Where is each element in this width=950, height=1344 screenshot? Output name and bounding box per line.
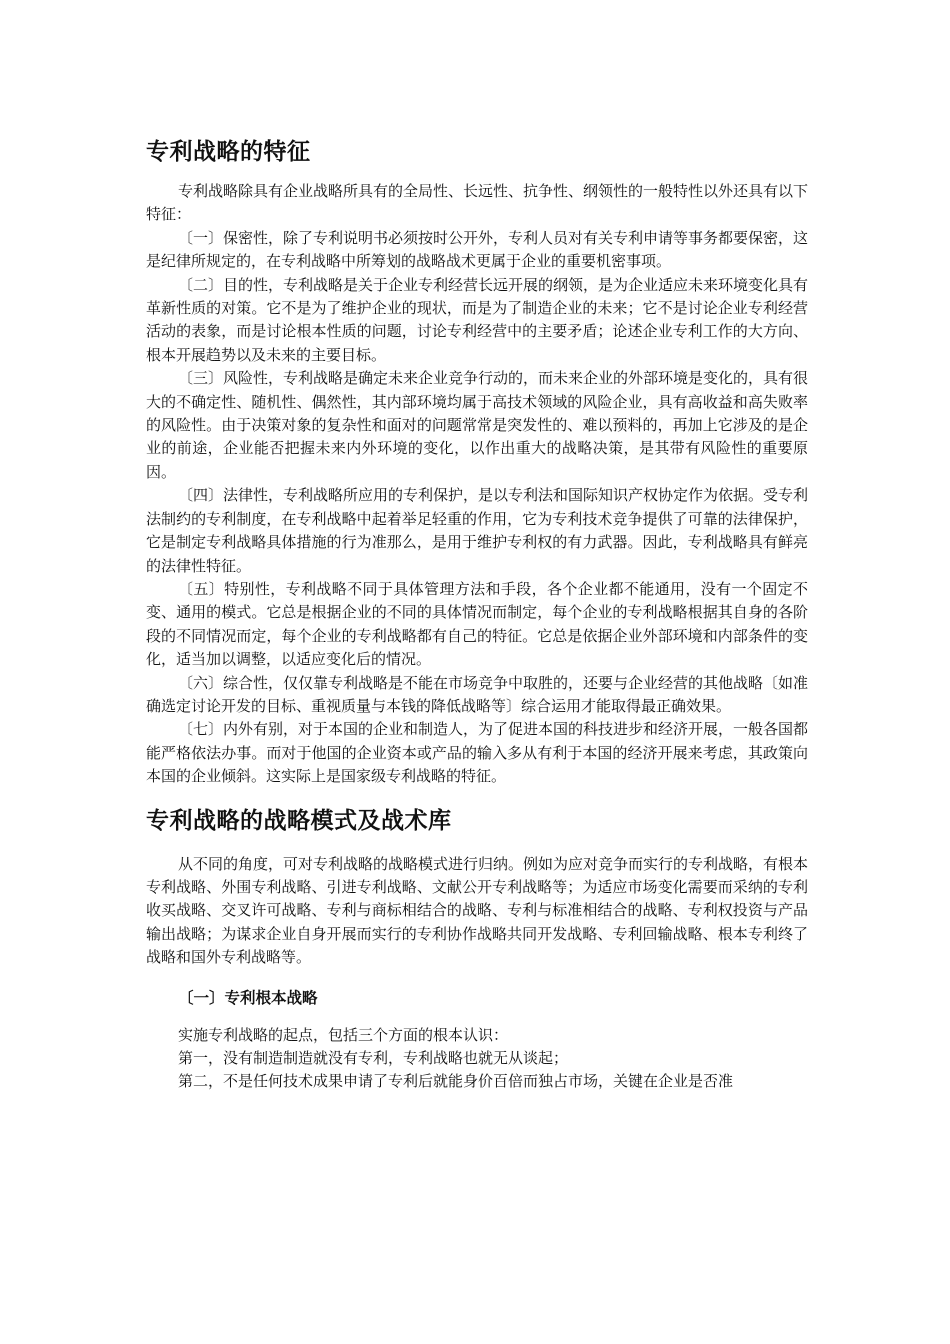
feature-item-confidentiality: 〔一〕保密性，除了专利说明书必须按时公开外，专利人员对有关专利申请等事务都要保密，这是纪律所规定的，在专利战略中所筹划的战略战术更属于企业的重要机密事项。	[146, 228, 809, 271]
feature-item-domestic-foreign: 〔七〕内外有别，对于本国的企业和制造人，为了促进本国的科技进步和经济开展，一般各国都能严格依法办事。而对于他国的企业资本或产品的输入多从有利于本国的经济开展来考虑，其政策向本国的企业倾斜。这实际上是国家级专利战略的特征。	[146, 720, 809, 786]
feature-item-risk: 〔三〕风险性，专利战略是确定未来企业竞争行动的，而未来企业的外部环境是变化的，具有很大的不确定性、随机性、偶然性，其内部环境均属于高技术领域的风险企业，具有高收益和高失败率的风险性。由于决策对象的复杂性和面对的问题常常是突发性的、难以预料的，再加上它涉及的是企业的前途，企业能否把握未来内外环境的变化，以作出重大的战略决策，是其带有风险性的重要原因。	[146, 369, 809, 481]
basic-strategy-line: 第一，没有制造制造就没有专利，专利战略也就无从谈起；	[178, 1049, 569, 1067]
feature-item-legality: 〔四〕法律性，专利战略所应用的专利保护，是以专利法和国际知识产权协定作为依据。受专利法制约的专利制度，在专利战略中起着举足轻重的作用，它为专利技术竞争提供了可靠的法律保护，它是制定专利战略具体措施的行为准那么，是用于维护专利权的有力武器。因此，专利战略具有鲜亮的法律性特征。	[146, 486, 809, 575]
basic-strategy-line: 第二，不是任何技术成果申请了专利后就能身价百倍而独占市场，关键在企业是否准	[178, 1072, 734, 1091]
feature-item-comprehensiveness: 〔六〕综合性，仅仅靠专利战略是不能在市场竞争中取胜的，还要与企业经营的其他战略〔如准确选定讨论开发的目标、重视质量与本钱的降低战略等〕综合运用才能取得最正确效果。	[146, 673, 809, 715]
section-title-features: 专利战略的特征	[146, 139, 311, 165]
feature-item-specificity: 〔五〕特别性，专利战略不同于具体管理方法和手段，各个企业都不能通用，没有一个固定不变、通用的模式。它总是根据企业的不同的具体情况而制定，每个企业的专利战略根据其自身的各阶段的不同情况而定，每个企业的专利战略都有自己的特征。它总是依据企业外部环境和内部条件的变化，适当加以调整，以适应变化后的情况。	[146, 579, 808, 669]
subsection-title-basic-strategy: 〔一〕专利根本战略	[178, 988, 318, 1007]
features-intro-paragraph: 专利战略除具有企业战略所具有的全局性、长远性、抗争性、纲领性的一般特性以外还具有以下特征：	[146, 182, 809, 224]
basic-strategy-line: 实施专利战略的起点，包括三个方面的根本认识：	[178, 1025, 509, 1044]
document-page	[146, 132, 808, 1094]
section-title-strategy-modes: 专利战略的战略模式及战术库	[146, 807, 452, 834]
strategy-modes-intro-paragraph: 从不同的角度，可对专利战略的战略模式进行归纳。例如为应对竞争而实行的专利战略，有根本专利战略、外围专利战略、引进专利战略、文献公开专利战略等；为适应市场变化需要而采纳的专利收买战略、交叉许可战略、专利与商标相结合的战略、专利与标准相结合的战略、专利权投资与产品输出战略；为谋求企业自身开展而实行的专利协作战略共同开发战略、专利回输战略、根本专利终了战略和国外专利战略等。	[146, 854, 809, 967]
feature-item-purpose: 〔二〕目的性，专利战略是关于企业专利经营长远开展的纲领，是为企业适应未来环境变化具有革新性质的对策。它不是为了维护企业的现状，而是为了制造企业的未来；它不是讨论企业专利经营活动的表象，而是讨论根本性质的问题，讨论专利经营中的主要矛盾；论述企业专利工作的大方向、根本开展趋势以及未来的主要目标。	[146, 275, 809, 364]
